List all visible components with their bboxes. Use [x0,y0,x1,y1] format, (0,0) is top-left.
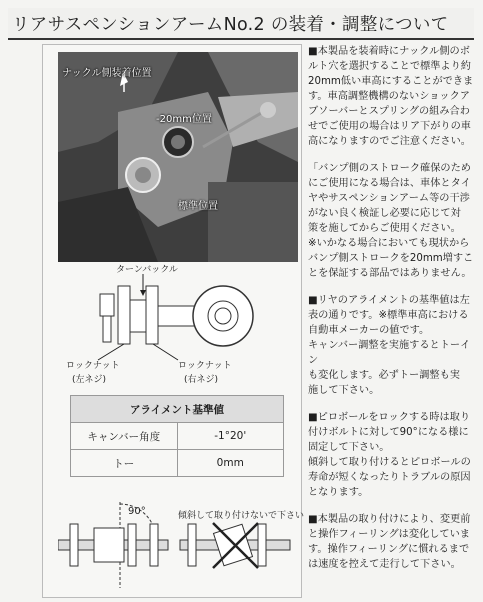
text-line: 付けボルトに対して90°になる様に [308,427,469,438]
text-line: 表の通りです。※標準車高における [308,310,469,321]
text-line: となります。 [308,487,369,498]
text-line: ■本製品の取り付けにより、変更前 [308,514,471,525]
angle-label: 90° [128,506,146,517]
paragraph-bump-stroke [308,161,474,281]
text-line: 傾斜して取り付けるとピロボールの [308,457,471,468]
text-line: 高になりますのでご注意ください。 [308,136,471,147]
text-line: ※いかなる場合においても現状から [308,238,470,249]
text-line: ルト穴を選択することで標準より約 [308,61,471,72]
text-line: バンプ側ストロークを20mm増すこ [308,253,474,264]
toe-label: トー [71,450,178,477]
text-line: 策を施してからご使用ください。 [308,223,461,234]
label-turnbuckle: ターンバックル [116,265,178,275]
turnbuckle-diagram [58,262,298,392]
text-line: ブソーバーとスプリングの組み合わ [308,106,470,117]
text-line: も変化します。必ずトー調整も実 [308,370,460,381]
text-line: は速度を控えて走行して下さい。 [308,559,461,570]
photo-label-standard: 標準位置 [178,201,218,212]
page-title: リアサスペンションアームNo.2 の装着・調整について [12,15,449,35]
label-locknut-right: ロックナット [178,361,232,371]
text-line: 施して下さい。 [308,385,380,396]
instruction-text [308,44,474,584]
text-line: 20mm低い車高にすることができま [308,76,474,87]
text-line: す。車高調整機構のないショックア [308,91,470,102]
text-line: にご使用になる場合は、車体とタイ [308,178,471,189]
photo-label-minus20: -20mm位置 [156,114,212,125]
text-line: と操作フィーリングは変化していま [308,529,470,540]
warning-label: 傾斜して取り付けないで下さい [178,511,305,521]
table-header: アライメント基準値 [71,396,284,423]
text-line: 寿命が短くなったりトラブルの原因 [308,472,471,483]
text-line: ■本製品を装着時にナックル側のボ [308,46,470,57]
table-header-row [71,396,284,423]
label-locknut-right-thread: (右ネジ) [184,375,219,385]
table-row [71,450,284,477]
suspension-photo [58,52,298,262]
text-line: がない良く検証し必要に応じて対 [308,208,461,219]
paragraph-pillow-ball [308,410,474,500]
paragraph-alignment [308,293,474,398]
text-line: ■リヤのアライメントの基準値は左 [308,295,470,306]
paragraph-ride-height [308,44,474,149]
text-line: ヤやサスペンションアーム等の干渉 [308,193,470,204]
text-line: 自動車メーカーの値です。 [308,325,430,336]
table-row [71,423,284,450]
text-line: 固定して下さい。 [308,442,390,453]
text-line: とを保証する部品ではありません。 [308,268,472,279]
camber-value: -1°20' [177,423,284,450]
text-line: す。操作フィーリングに慣れるまで [308,544,470,555]
photo-label-knuckle: ナックル側装着位置 [62,68,152,79]
text-line: せでご使用の場合はリア下がりの車 [308,121,471,132]
title-bar [8,8,474,40]
label-locknut-left-thread: (左ネジ) [72,375,107,385]
paragraph-feeling [308,512,474,572]
photo-drawing [58,52,298,262]
text-line: キャンバー調整を実施するとトーイン [308,340,471,366]
alignment-table [70,395,284,477]
text-line: ■ピロボールをロックする時は取り [308,412,471,423]
text-line: 「バンプ側のストローク確保のため [308,163,471,174]
camber-label: キャンバー角度 [71,423,178,450]
label-locknut-left: ロックナット [66,361,120,371]
mounting-diagrams [58,498,305,598]
toe-value: 0mm [177,450,284,477]
